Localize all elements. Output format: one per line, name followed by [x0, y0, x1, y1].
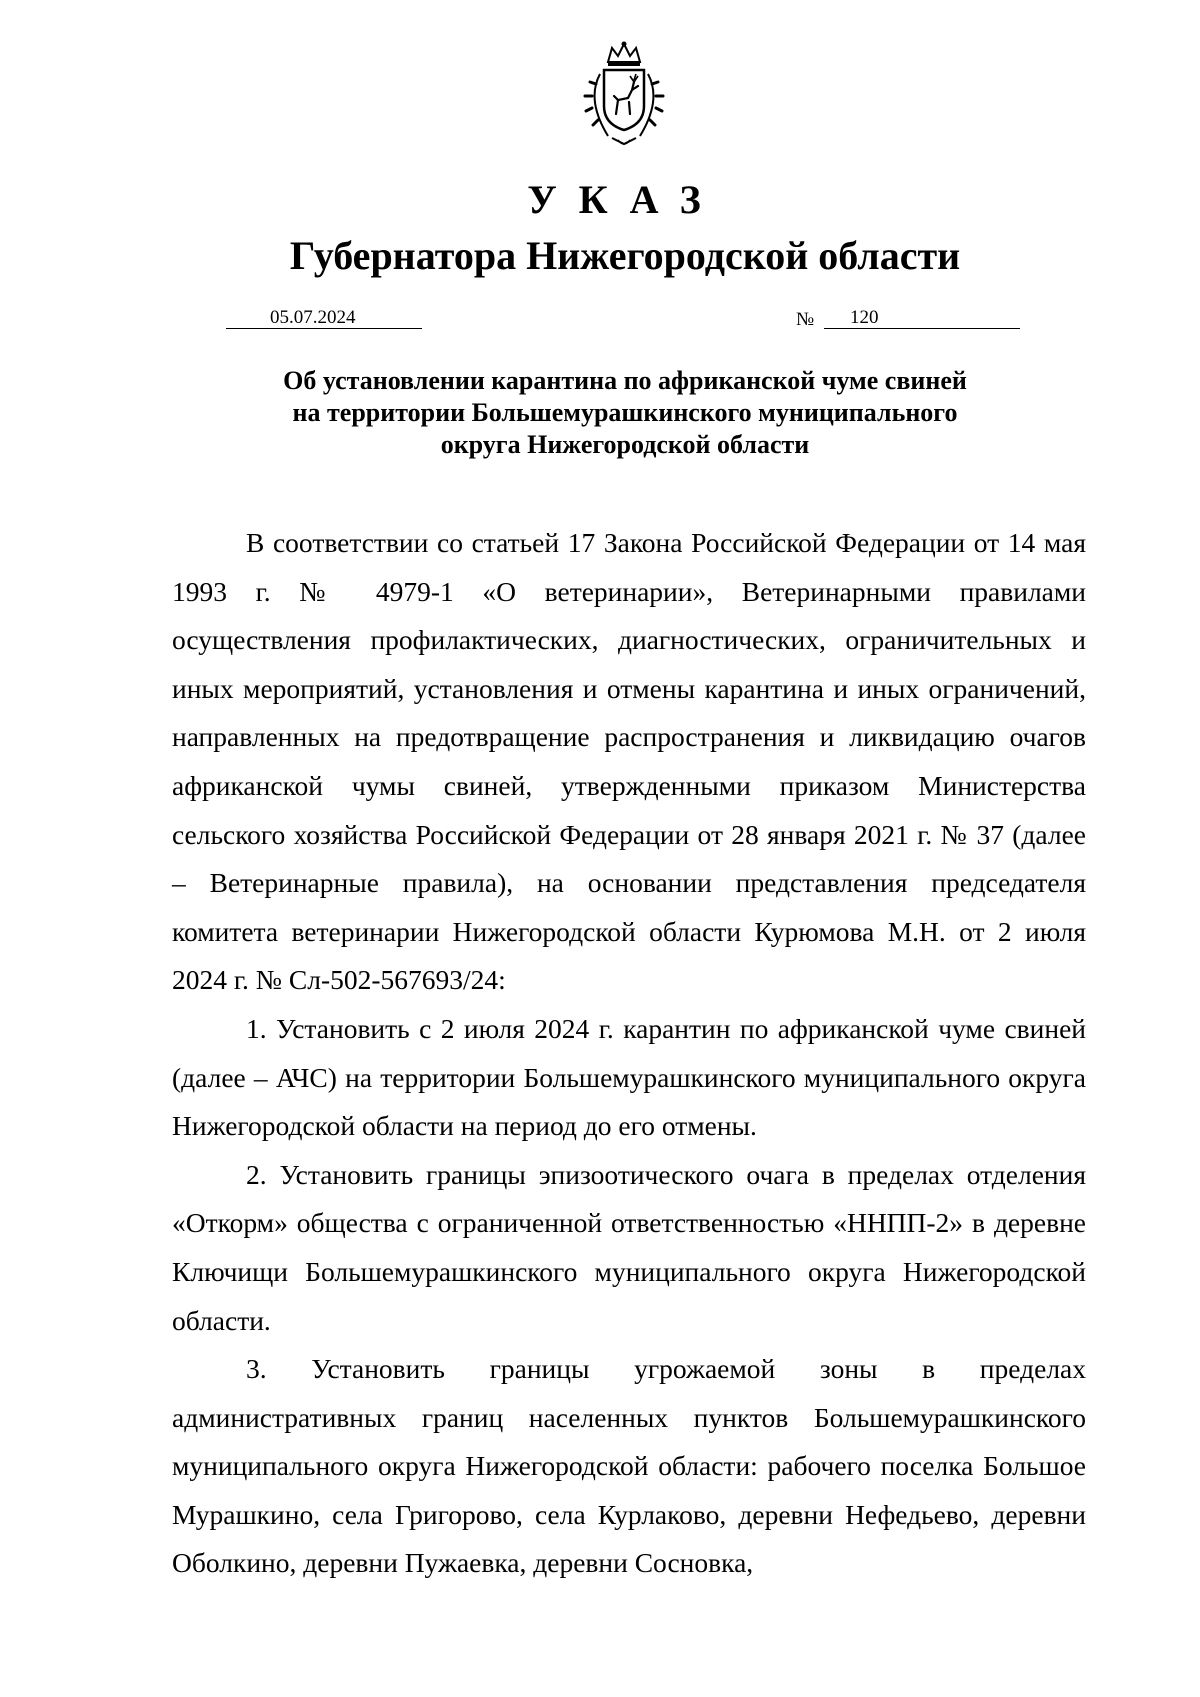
preamble-paragraph: В соответствии со статьей 17 Закона Российской Федерации от 14 мая 1993 г. № 4979-1 «О ветеринарии», Ветеринарными правилами осуществления профилактических, диагностических, ограничительных и иных мероприятий, установления и отмены карантина и иных ограничений, направленных на предотвращение распространения и ликвидацию очагов африканской чумы свиней, утвержденными приказом Министерства сельского хозяйства Российской Федерации от 28 января 2021 г. № 37 (далее – Ветеринарные правила), на основании представления председателя комитета ветеринарии Нижегородской области Курюмова М.Н. от 2 июля 2024 г. № Сл-502-567693/24: [172, 527, 1086, 996]
clause-2-paragraph: 2. Установить границы эпизоотического очага в пределах отделения «Откорм» общества с ограниченной ответственностью «ННПП-2» в деревне Ключищи Большемурашкинского муниципального округа Нижегородской области. [172, 1158, 1086, 1336]
coat-of-arms-icon [572, 40, 676, 148]
number-sign: № [796, 309, 815, 330]
document-type-title: УКАЗ [527, 177, 723, 222]
clause-1-paragraph: 1. Установить с 2 июля 2024 г. карантин по африканской чуме свиней (далее – АЧС) на территории Большемурашкинского муниципального округа Нижегородской области на период до его отмены. [172, 1012, 1086, 1142]
document-number: 120 [824, 307, 1020, 329]
document-date: 05.07.2024 [226, 307, 422, 329]
issuer-title: Губернатора Нижегородской области [289, 233, 961, 278]
document-body [172, 519, 1086, 1588]
document-subject: Об установлении карантина по африканской чуме свиней на территории Большемурашкинского муниципального округа Нижегородской области [283, 366, 967, 459]
clause-3-paragraph: 3. Установить границы угрожаемой зоны в пределах административных границ населенных пунктов Большемурашкинского муниципального округа Нижегородской области: рабочего поселка Большое Мурашкино, села Григорово, села Курлаково, деревни Нефедьево, деревни Оболкино, деревни Пужаевка, деревни Сосновка, [172, 1353, 1086, 1579]
